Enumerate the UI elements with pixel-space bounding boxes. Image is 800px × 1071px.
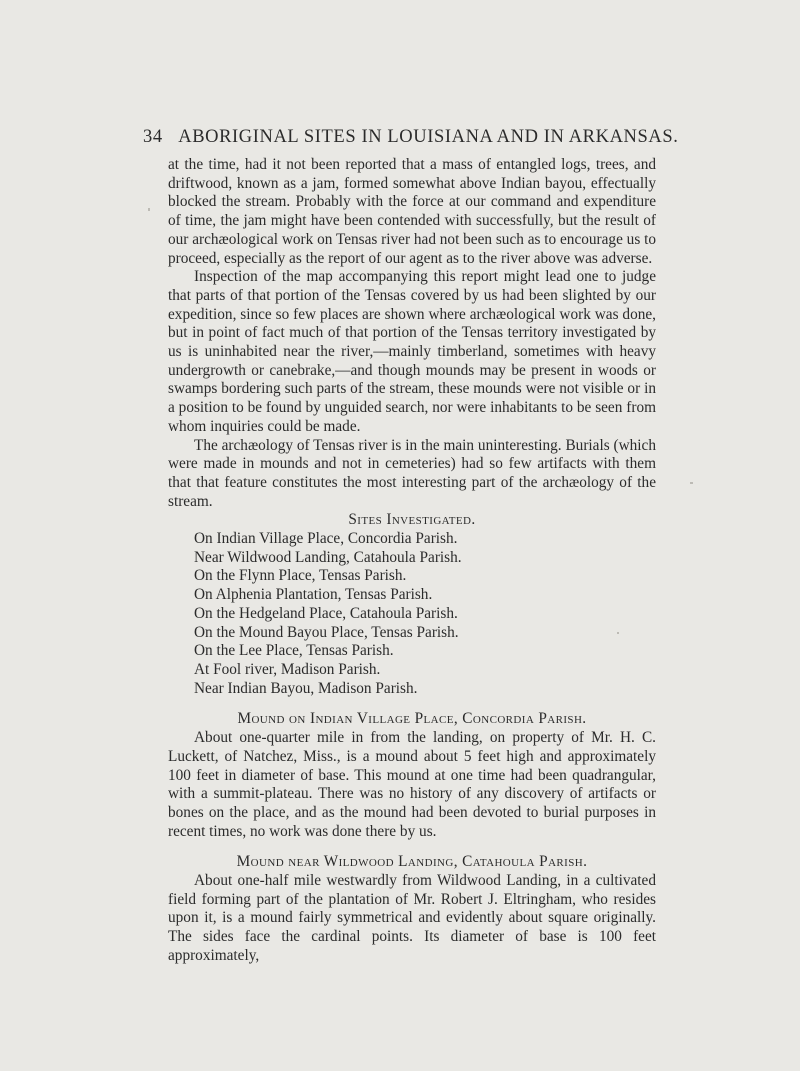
paragraph-archaeology-summary: The archæology of Tensas river is in the main uninteresting. Burials (which were made in mounds and not in cemeteries) had so few artifacts with them that that feature constitutes the most interesting part of the archæology of the stream. (168, 436, 656, 510)
site-item: On Indian Village Place, Concordia Parish. (194, 530, 458, 548)
sites-list (168, 530, 656, 698)
site-item: On Alphenia Plantation, Tensas Parish. (194, 586, 433, 604)
site-item: At Fool river, Madison Parish. (194, 660, 381, 678)
site-item: On the Lee Place, Tensas Parish. (194, 642, 394, 660)
page-body (168, 156, 656, 966)
paper-speck (148, 208, 150, 211)
site-item: Near Indian Bayou, Madison Parish. (194, 679, 418, 697)
site-item: On the Flynn Place, Tensas Parish. (194, 567, 407, 585)
indian-village-paragraph: About one-quarter mile in from the landing, on property of Mr. H. C. Luckett, of Natchez, Miss., is a mound about 5 feet high and approximately 100 feet in diameter of base. This mound at one time had been quadrangular, with a summit-plateau. There was no history of any discovery of artifacts or bones on the place, and as the mound had been devoted to burial purposes in recent times, no work was done there by us. (168, 729, 656, 840)
site-item: On the Hedgeland Place, Catahoula Parish. (194, 604, 458, 622)
paragraph-jam: at the time, had it not been reported that a mass of entangled logs, trees, and driftwood, known as a jam, formed somewhat above Indian bayou, effectually blocked the stream. Probably with the force at our command and expenditure of time, the jam might have been contended with successfully, but the result of our archæological work on Tensas river had not been such as to encourage us to proceed, especially as the report of our agent as to the river above was adverse. (168, 156, 657, 267)
paper-speck (617, 632, 619, 634)
wildwood-heading: Mound near Wildwood Landing, Catahoula Parish. (236, 853, 588, 871)
site-item: Near Wildwood Landing, Catahoula Parish. (194, 548, 462, 566)
paragraph-map-inspection: Inspection of the map accompanying this report might lead one to judge that parts of that portion of the Tensas covered by us had been slighted by our expedition, since so few places are shown where archæological work was done, but in point of fact much of that portion of the Tensas territory investigated by us is uninhabited near the river,—mainly timberland, sometimes with heavy undergrowth or canebrake,—and though mounds may be present in woods or swamps bordering such parts of the stream, these mounds were not visible or in a position to be found by unguided search, nor were inhabitants to be seen from whom inquiries could be made. (168, 268, 656, 435)
wildwood-paragraph: About one-half mile westwardly from Wildwood Landing, in a cultivated field forming part of the plantation of Mr. Robert J. Eltringham, who resides upon it, is a mound fairly symmetrical and evidently about square originally. The sides face the cardinal points. Its diameter of base is 100 feet approximately, (168, 872, 656, 964)
paper-speck (690, 482, 693, 484)
site-item: On the Mound Bayou Place, Tensas Parish. (194, 623, 459, 641)
running-head (143, 127, 683, 147)
running-title: ABORIGINAL SITES IN LOUISIANA AND IN ARKANSAS. (178, 127, 679, 147)
sites-investigated-heading: Sites Investigated. (348, 511, 476, 529)
indian-village-heading: Mound on Indian Village Place, Concordia Parish. (237, 710, 587, 728)
page-number: 34 (143, 127, 163, 147)
